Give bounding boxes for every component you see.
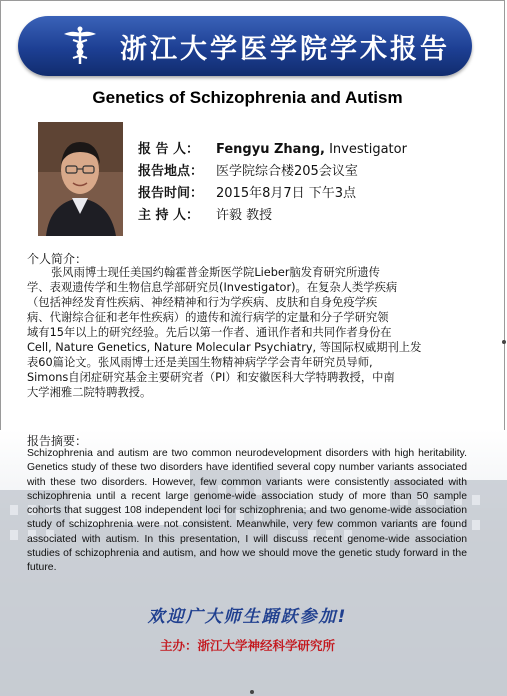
bio-line: Simons自闭症研究基金主要研究者（PI）和安徽医科大学特聘教授，中南 [27, 371, 395, 384]
bio-heading: 个人简介： [27, 252, 88, 266]
speaker-photo [38, 122, 123, 236]
bio-line: Cell, Nature Genetics, Nature Molecular Psychiatry, 等国际权威期刊上发 [27, 341, 422, 354]
abstract-text: Schizophrenia and autism are two common neurodevelopment disorders with high heritability. Genetics study of these two disorders have identified several copy number variants associated with these two disorders. However, few common variants were consistently associated with schizophrenia until a recent large genome-wide association study of more than 50 sample cohorts that suggest 108 independent loci for schizophrenia; and two genome-wide association study of schizophrenia were not consistent. Meanwhile, very few common variants are found associated with autism. In this presentation, I will discuss recent genome-wide association studies of schizophrenia and autism, and how we should move the genetic study forward in the future. [27, 448, 467, 574]
organizer-label: 主办： [159, 638, 198, 653]
bio-line: （包括神经发育性疾病、神经精神和行为学疾病、皮肤和自身免疫学疾 [27, 296, 378, 309]
speaker-role: Investigator [324, 142, 407, 157]
location-row [138, 160, 358, 179]
bio-line: 学、表观遗传学和生物信息学部研究员(Investigator)。在复杂人类学疾病 [27, 281, 398, 294]
talk-title: Genetics of Schizophrenia and Autism [92, 88, 403, 107]
bio-line: 大学湘雅二院特聘教授。 [27, 386, 152, 399]
speaker-label: 报 告 人： [138, 142, 200, 157]
organizer [0, 636, 495, 654]
bio-line: 域有15年以上的研究经验。先后以第一作者、通讯作者和共同作者身份在 [27, 326, 392, 339]
frame-handle [502, 340, 506, 344]
medical-caduceus-logo-icon [58, 24, 102, 68]
frame-handle [250, 690, 254, 694]
time-row [138, 182, 356, 201]
location-label: 报告地点： [138, 164, 204, 179]
bio-line: 病、代谢综合征和老年性疾病）的遗传和流行病学的定量和分子学研究领 [27, 311, 389, 324]
time-label: 报告时间： [138, 186, 204, 201]
host-value: 许毅 教授 [216, 208, 273, 223]
speaker-row [138, 138, 407, 157]
host-row [138, 204, 272, 223]
header-title: 浙江大学医学院学术报告 [120, 34, 450, 65]
location-value: 医学院综合楼205会议室 [216, 164, 358, 179]
bio-text [27, 265, 467, 400]
host-label: 主 持 人： [138, 208, 200, 223]
welcome-slogan: 欢迎广大师生踊跃参加! [147, 607, 348, 627]
bio-line: 张风雨博士现任美国约翰霍普金斯医学院Lieber脑发育研究所遗传 [51, 266, 380, 279]
abstract-heading: 报告摘要： [27, 434, 88, 448]
header-banner [18, 16, 472, 76]
organizer-name: 浙江大学神经科学研究所 [197, 638, 336, 653]
time-value: 2015年8月7日 下午3点 [216, 186, 357, 201]
bio-line: 表60篇论文。张风雨博士还是美国生物精神病学学会青年研究员导师, [27, 356, 373, 369]
speaker-name: Fengyu Zhang, [216, 142, 325, 157]
